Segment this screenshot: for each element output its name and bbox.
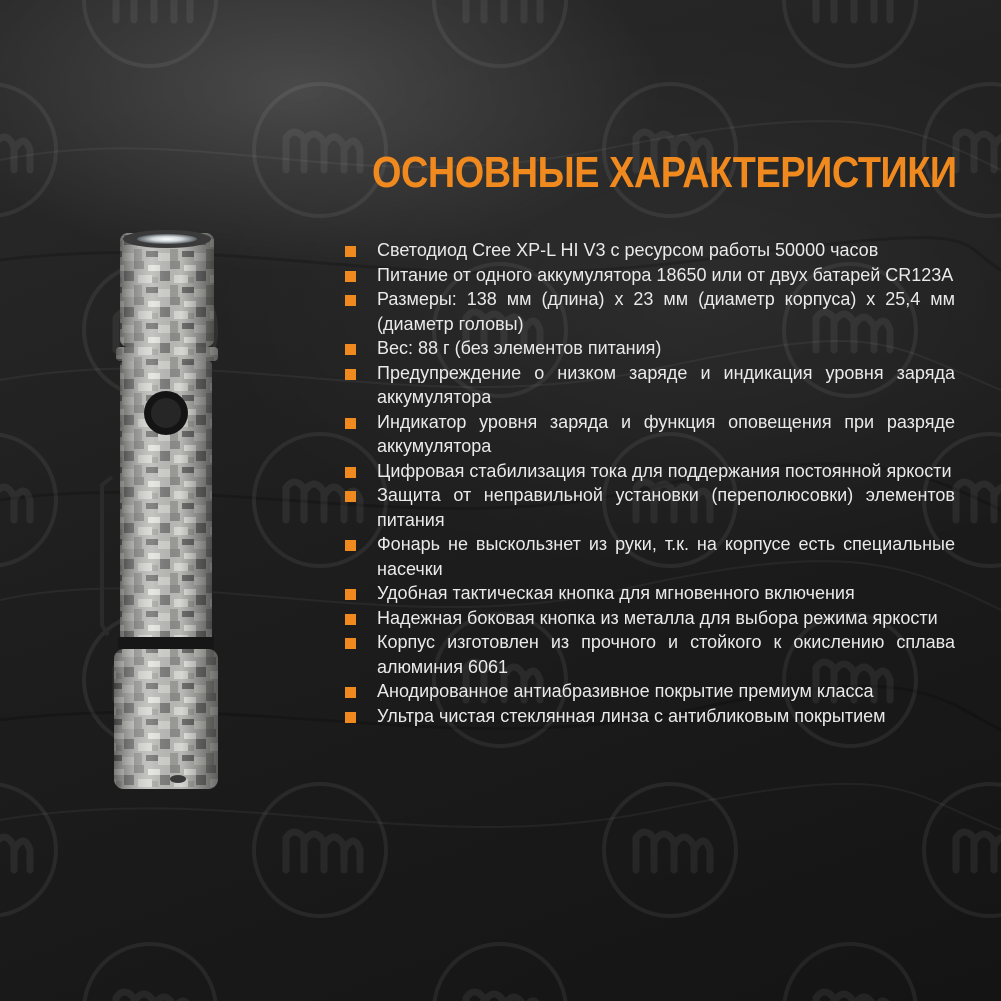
bullet-icon [345,295,356,306]
flashlight-product-image [98,225,228,805]
bullet-icon [345,614,356,625]
feature-text: Индикатор уровня заряда и функция оповещения при разряде аккумулятора [377,411,955,456]
list-item [345,287,955,336]
feature-text: Вес: 88 г (без элементов питания) [377,338,662,358]
bullet-icon [345,344,356,355]
list-item [345,336,955,361]
feature-text: Фонарь не выскользнет из руки, т.к. на корпусе есть специальные насечки [377,534,955,579]
list-item [345,238,955,263]
bullet-icon [345,589,356,600]
list-item [345,532,955,581]
list-item [345,410,955,459]
bullet-icon [345,687,356,698]
feature-text: Надежная боковая кнопка из металла для выбора режима яркости [377,607,938,628]
bullet-icon [345,540,356,551]
feature-text: Предупреждение о низком заряде и индикация уровня заряда аккумулятора [377,362,955,407]
list-item [345,483,955,532]
bullet-icon [345,491,356,502]
bullet-icon [345,418,356,429]
list-item [345,704,955,729]
list-item [345,459,955,484]
list-item [345,263,955,288]
list-item [345,581,955,606]
list-item [345,361,955,410]
bullet-icon [345,246,356,257]
bullet-icon [345,638,356,649]
page-title: ОСНОВНЫЕ ХАРАКТЕРИСТИКИ [372,148,957,197]
bullet-icon [345,467,356,478]
feature-text: Ультра чистая стеклянная линза с антибликовым покрытием [377,705,886,726]
feature-text: Удобная тактическая кнопка для мгновенного включения [377,583,855,603]
feature-text: Защита от неправильной установки (переполюсовки) элементов питания [377,485,955,530]
feature-text: Анодированное антиабразивное покрытие премиум класса [377,681,874,701]
feature-text: Корпус изготовлен из прочного и стойкого к окислению сплава алюминия 6061 [377,632,955,677]
feature-text: Цифровая стабилизация тока для поддержания постоянной яркости [377,460,952,481]
list-item [345,630,955,679]
bullet-icon [345,271,356,282]
list-item [345,606,955,631]
bullet-icon [345,369,356,380]
list-item [345,679,955,704]
feature-text: Размеры: 138 мм (длина) х 23 мм (диаметр корпуса) х 25,4 мм (диаметр головы) [377,289,955,334]
bullet-icon [345,712,356,723]
feature-text: Питание от одного аккумулятора 18650 или от двух батарей CR123A [377,264,954,285]
feature-text: Светодиод Cree XP-L HI V3 с ресурсом работы 50000 часов [377,240,879,260]
feature-list [345,238,955,728]
